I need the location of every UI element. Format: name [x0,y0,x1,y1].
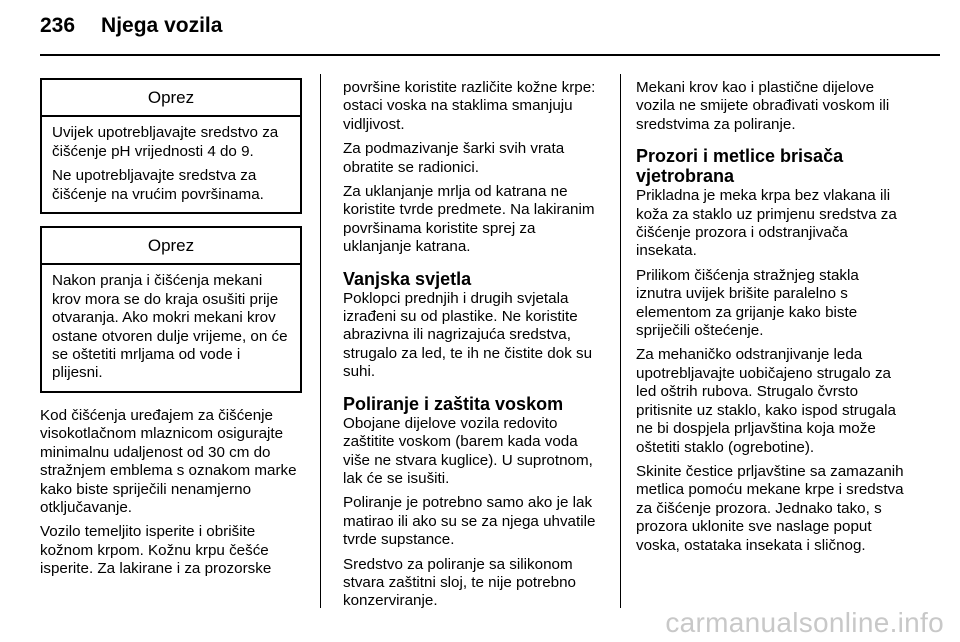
body-paragraph: Prilikom čišćenja stražnjeg stakla iznutra uvijek brišite paralelno s elementom za grijanje kako biste spriječili oštećenje. [636,266,859,340]
body-paragraph: Vozilo temeljito isperite i obrišite kožnom krpom. Kožnu krpu češće isperite. Za lakirane i za prozorske [40,523,272,578]
body-paragraph: Za mehaničko odstranjivanje leda upotrebljavajte uobičajeno strugalo za led oštrih rubova. Strugalo čvrsto pritisnite uz staklo, kako ispod strugala ne bi dospjela prljavština koja može oštetiti staklo (ogrebotine). [636,346,897,456]
page-header [40,14,222,38]
body-paragraph: Mekani krov kao i plastične dijelove vozila ne smijete obrađivati voskom ili sredstvima za poliranje. [636,79,890,133]
body-paragraph: Kod čišćenja uređajem za čišćenje visokotlačnom mlaznicom osigurajte minimalnu udaljenost od 30 cm do stražnjem emblema s oznakom marke kako biste spriječili nenamjerno otključavanje. [40,406,297,516]
body-paragraph: Prikladna je meka krpa bez vlakana ili koža za staklo uz primjenu sredstva za čišćenje prozora i odstranjivača insekata. [636,187,897,260]
page-number: 236 [40,14,76,37]
body-paragraph: Za podmazivanje šarki svih vrata obratite se radionici. [343,140,565,176]
caution-text: Ne upotrebljavajte sredstva za čišćenje na vrućim površinama. [52,167,264,203]
header-rule [40,54,940,56]
section-heading: Prozori i metlice brisača vjetrobrana [636,146,844,187]
body-paragraph: Sredstvo za poliranje sa silikonom stvara zaštitni sloj, te nije potrebno konzerviranje. [343,555,576,610]
caution-text: Nakon pranja i čišćenja mekani krov mora se do kraja osušiti prije otvaranja. Ako mokri mekani krov ostane otvoren dulje vrijeme, on će se oštetiti mrljama od vode i plijesni. [52,272,288,382]
body-paragraph: površine koristite različite kožne krpe: ostaci voska na staklima smanjuju vidljivost. [343,79,596,133]
body-paragraph: Poklopci prednjih i drugih svjetala izrađeni su od plastike. Ne koristite abrazivna ili nagrizajuća sredstva, strugalo za led, te ih ne čistite dok su suhi. [343,289,593,381]
section-heading: Poliranje i zaštita voskom [343,393,564,414]
column-middle [343,79,605,617]
column-divider [320,74,321,608]
caution-heading: Oprez [42,80,300,117]
body-paragraph: Poliranje je potrebno samo ako je lak matirao ili ako su se za njega uhvatile tvrde supstance. [343,494,596,549]
section-heading: Vanjska svjetla [343,268,472,289]
body-paragraph: Skinite čestice prljavštine sa zamazanih metlica pomoću mekane krpe i sredstva za čišćenje prozora. Jednako tako, s prozora uklonite sve naslage poput voska, ostataka insekata i sličnog. [636,462,904,554]
body-paragraph: Za uklanjanje mrlja od katrana ne koristite tvrde predmete. Na lakiranim površinama koristite sprej za uklanjanje katrana. [343,183,595,256]
watermark: carmanualsonline.info [665,607,944,638]
caution-box [40,78,302,214]
body-paragraph: Obojane dijelove vozila redovito zaštitite voskom (barem kada voda više ne stvara kuglice). U suprotnom, lak će se isušiti. [343,414,593,487]
caution-heading: Oprez [42,228,300,265]
column-left [40,78,302,585]
caution-text: Uvijek upotrebljavajte sredstvo za čišćenje pH vrijednosti 4 do 9. [52,124,279,160]
caution-box [40,226,302,393]
column-right [636,79,904,561]
page-title: Njega vozila [101,14,223,37]
column-divider [620,74,621,608]
